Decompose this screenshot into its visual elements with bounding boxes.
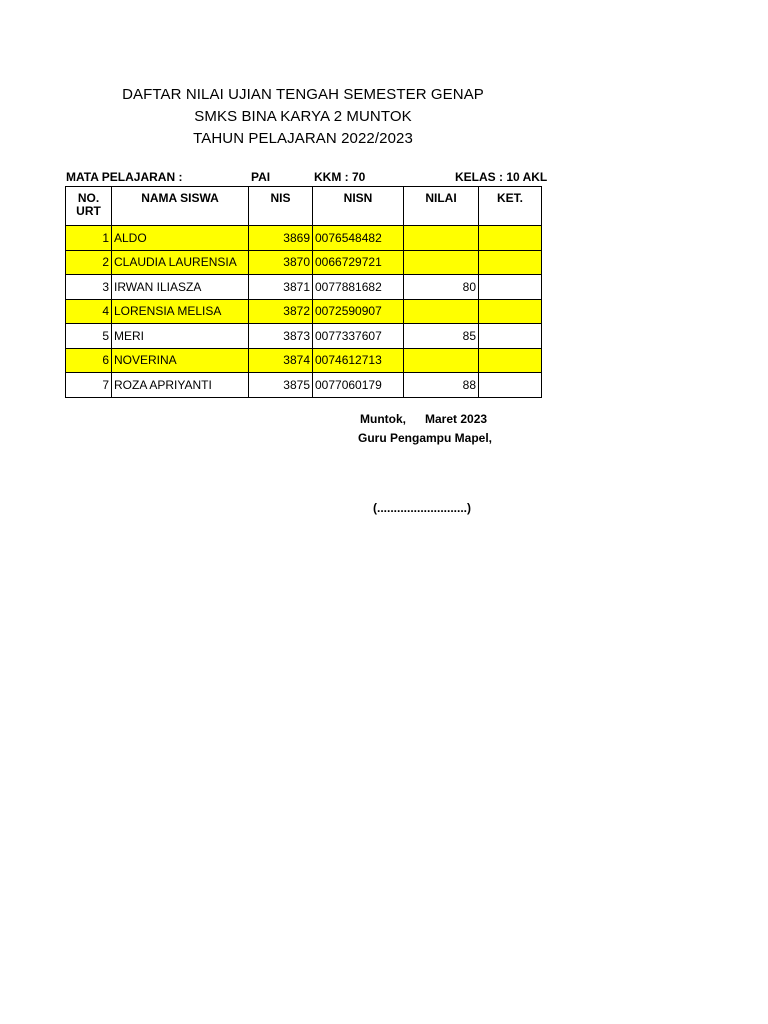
cell-name: ROZA APRIYANTI	[112, 373, 249, 398]
cell-nisn: 0077881682	[313, 275, 404, 300]
cell-nisn: 0074612713	[313, 348, 404, 373]
column-header-no-line2: URT	[76, 204, 101, 218]
cell-ket	[479, 373, 542, 398]
subject-label: MATA PELAJARAN :	[66, 170, 183, 184]
signature-date: Maret 2023	[425, 412, 488, 426]
cell-nilai	[404, 226, 479, 251]
cell-name: MERI	[112, 324, 249, 349]
table-row	[66, 324, 542, 349]
table-header-row	[66, 187, 542, 226]
cell-nis: 3869	[249, 226, 313, 251]
table-row	[66, 226, 542, 251]
grades-table	[65, 186, 542, 398]
cell-nilai: 85	[404, 324, 479, 349]
cell-nisn: 0077337607	[313, 324, 404, 349]
cell-name: ALDO	[112, 226, 249, 251]
cell-nilai: 88	[404, 373, 479, 398]
column-header-no	[66, 187, 112, 226]
cell-nisn: 0076548482	[313, 226, 404, 251]
cell-nis: 3871	[249, 275, 313, 300]
cell-name: CLAUDIA LAURENSIA	[112, 250, 249, 275]
kkm-label: KKM : 70	[314, 170, 366, 184]
cell-nilai	[404, 250, 479, 275]
cell-no: 5	[66, 324, 112, 349]
table-row	[66, 299, 542, 324]
column-header-ket: KET.	[479, 187, 542, 226]
cell-no: 2	[66, 250, 112, 275]
column-header-nilai: NILAI	[404, 187, 479, 226]
cell-nis: 3873	[249, 324, 313, 349]
signature-role: Guru Pengampu Mapel,	[358, 431, 493, 445]
cell-ket	[479, 348, 542, 373]
subject-value: PAI	[251, 170, 271, 184]
table-row	[66, 250, 542, 275]
cell-name: LORENSIA MELISA	[112, 299, 249, 324]
cell-no: 7	[66, 373, 112, 398]
column-header-no-line1: NO.	[77, 191, 100, 205]
signature-name-placeholder: (...........................)	[373, 501, 472, 515]
cell-nis: 3870	[249, 250, 313, 275]
cell-nisn: 0066729721	[313, 250, 404, 275]
cell-ket	[479, 324, 542, 349]
cell-no: 6	[66, 348, 112, 373]
table-row	[66, 373, 542, 398]
cell-no: 3	[66, 275, 112, 300]
cell-nis: 3875	[249, 373, 313, 398]
title-line-1: DAFTAR NILAI UJIAN TENGAH SEMESTER GENAP	[122, 86, 484, 103]
column-header-nis: NIS	[249, 187, 313, 226]
title-line-2: SMKS BINA KARYA 2 MUNTOK	[194, 108, 412, 125]
cell-no: 1	[66, 226, 112, 251]
column-header-name: NAMA SISWA	[112, 187, 249, 226]
cell-nilai: 80	[404, 275, 479, 300]
cell-ket	[479, 299, 542, 324]
cell-ket	[479, 226, 542, 251]
cell-nis: 3872	[249, 299, 313, 324]
cell-no: 4	[66, 299, 112, 324]
table-row	[66, 275, 542, 300]
title-line-3: TAHUN PELAJARAN 2022/2023	[193, 130, 413, 147]
cell-ket	[479, 250, 542, 275]
cell-nis: 3874	[249, 348, 313, 373]
column-header-nisn: NISN	[313, 187, 404, 226]
cell-nilai	[404, 348, 479, 373]
class-label: KELAS : 10 AKL	[455, 170, 548, 184]
cell-nisn: 0072590907	[313, 299, 404, 324]
cell-nilai	[404, 299, 479, 324]
cell-nisn: 0077060179	[313, 373, 404, 398]
table-row	[66, 348, 542, 373]
signature-place: Muntok,	[360, 412, 406, 426]
cell-name: NOVERINA	[112, 348, 249, 373]
cell-name: IRWAN ILIASZA	[112, 275, 249, 300]
cell-ket	[479, 275, 542, 300]
document-title	[0, 84, 606, 150]
